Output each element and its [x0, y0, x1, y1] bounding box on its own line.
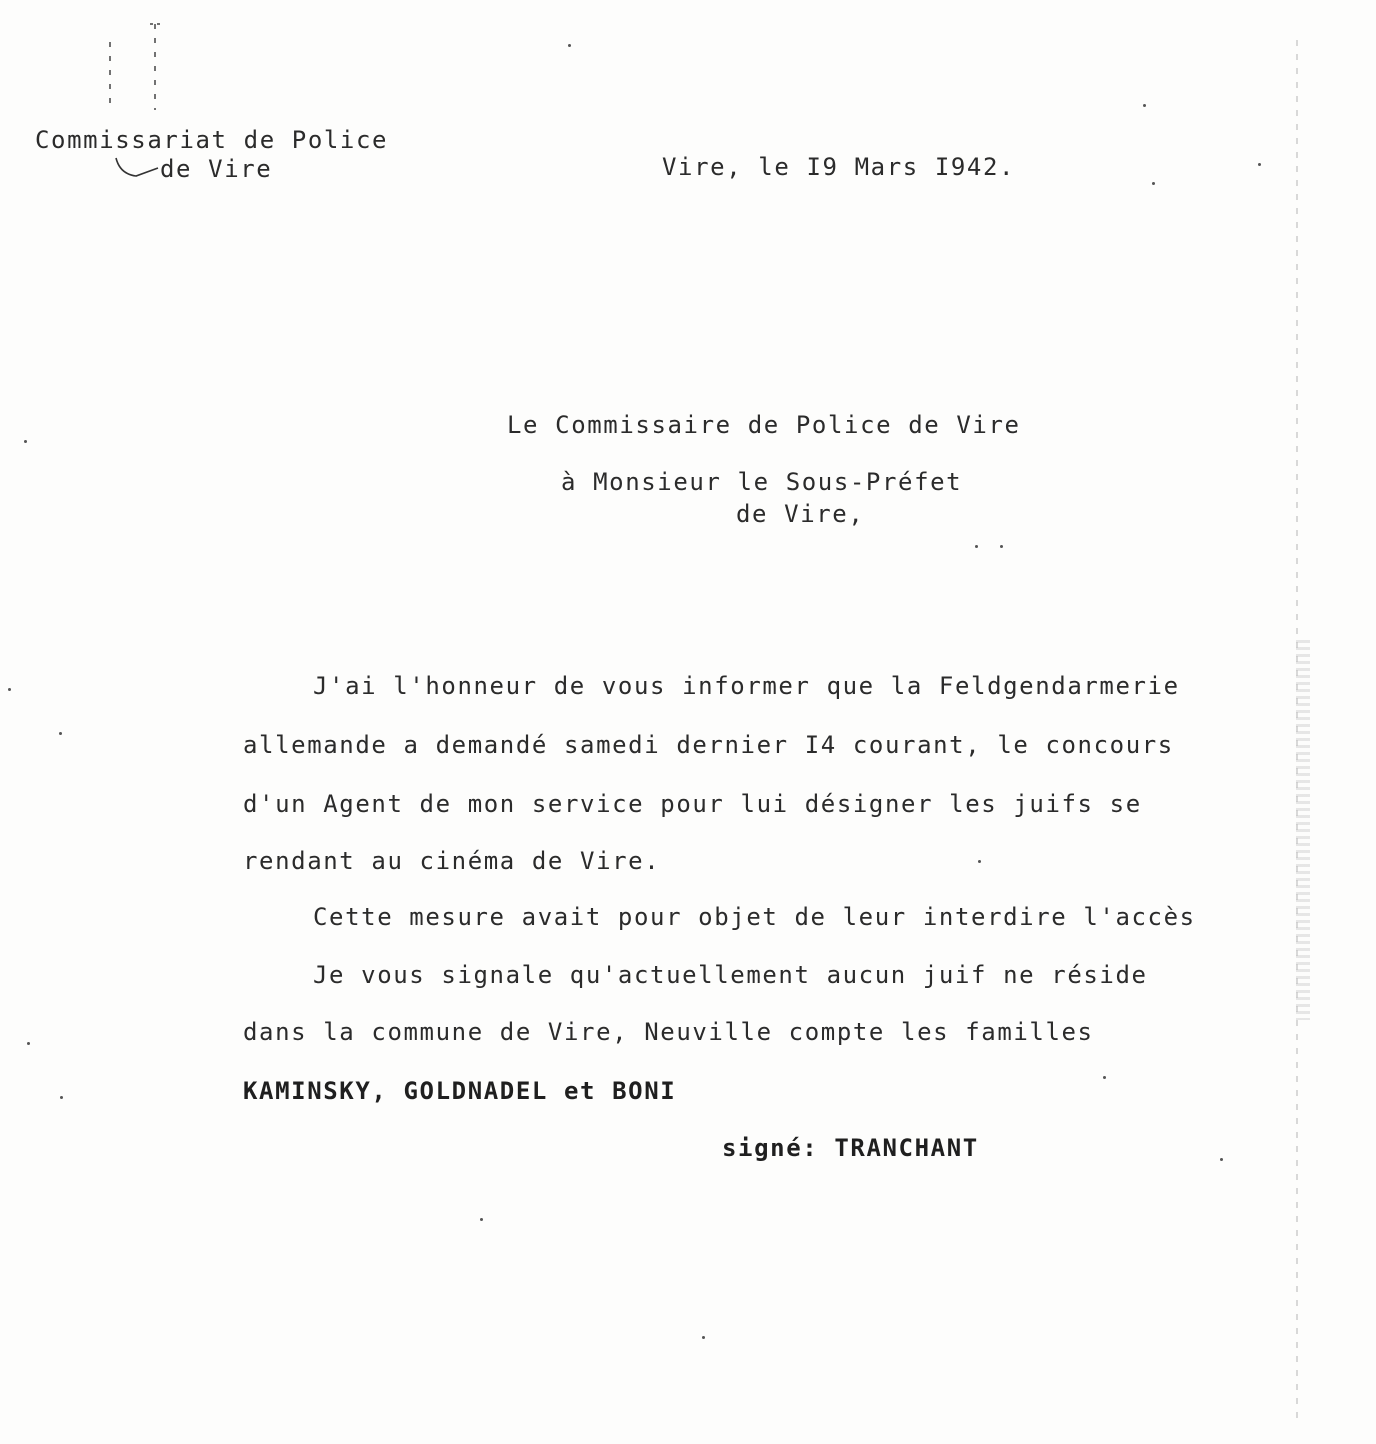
scan-speck	[1103, 1076, 1106, 1079]
scan-speck	[27, 1042, 30, 1045]
body-line: d'un Agent de mon service pour lui désigner les juifs se	[243, 790, 1142, 818]
sender-line: Le Commissaire de Police de Vire	[507, 411, 1021, 439]
body-line: dans la commune de Vire, Neuville compte les familles	[243, 1018, 1094, 1046]
body-line: allemande a demandé samedi dernier I4 courant, le concours	[243, 731, 1174, 759]
body-line: Cette mesure avait pour objet de leur interdire l'accès	[313, 903, 1196, 931]
office-name: Commissariat de Police	[35, 126, 389, 154]
scan-speck	[1220, 1158, 1223, 1161]
scan-speck	[24, 440, 27, 443]
margin-pencil-marks	[100, 20, 170, 120]
scan-speck	[60, 1096, 63, 1099]
scan-speck	[59, 732, 62, 735]
scan-speck	[480, 1218, 483, 1221]
scan-speck	[1258, 163, 1261, 166]
scan-speck	[975, 545, 978, 548]
scan-speck	[1152, 182, 1155, 185]
bracket-mark	[112, 156, 162, 184]
recipient-city: de Vire,	[736, 500, 865, 528]
body-line: J'ai l'honneur de vous informer que la Feldgendarmerie	[313, 672, 1180, 700]
body-line: Je vous signale qu'actuellement aucun juif ne réside	[313, 961, 1148, 989]
family-names-line: KAMINSKY, GOLDNADEL et BONI	[243, 1077, 677, 1105]
recipient-line: à Monsieur le Sous-Préfet	[561, 468, 963, 496]
signature-line: signé: TRANCHANT	[722, 1134, 979, 1162]
date-line: Vire, le I9 Mars I942.	[662, 153, 1016, 181]
scan-speck	[702, 1336, 705, 1339]
scan-speck	[1143, 104, 1146, 107]
office-city: de Vire	[160, 155, 273, 183]
scan-speck	[1000, 545, 1003, 548]
scan-speck	[978, 860, 981, 863]
scan-speck	[568, 44, 571, 47]
body-line: rendant au cinéma de Vire.	[243, 847, 661, 875]
scan-edge-artifact	[1296, 640, 1310, 1020]
scan-speck	[8, 688, 11, 691]
